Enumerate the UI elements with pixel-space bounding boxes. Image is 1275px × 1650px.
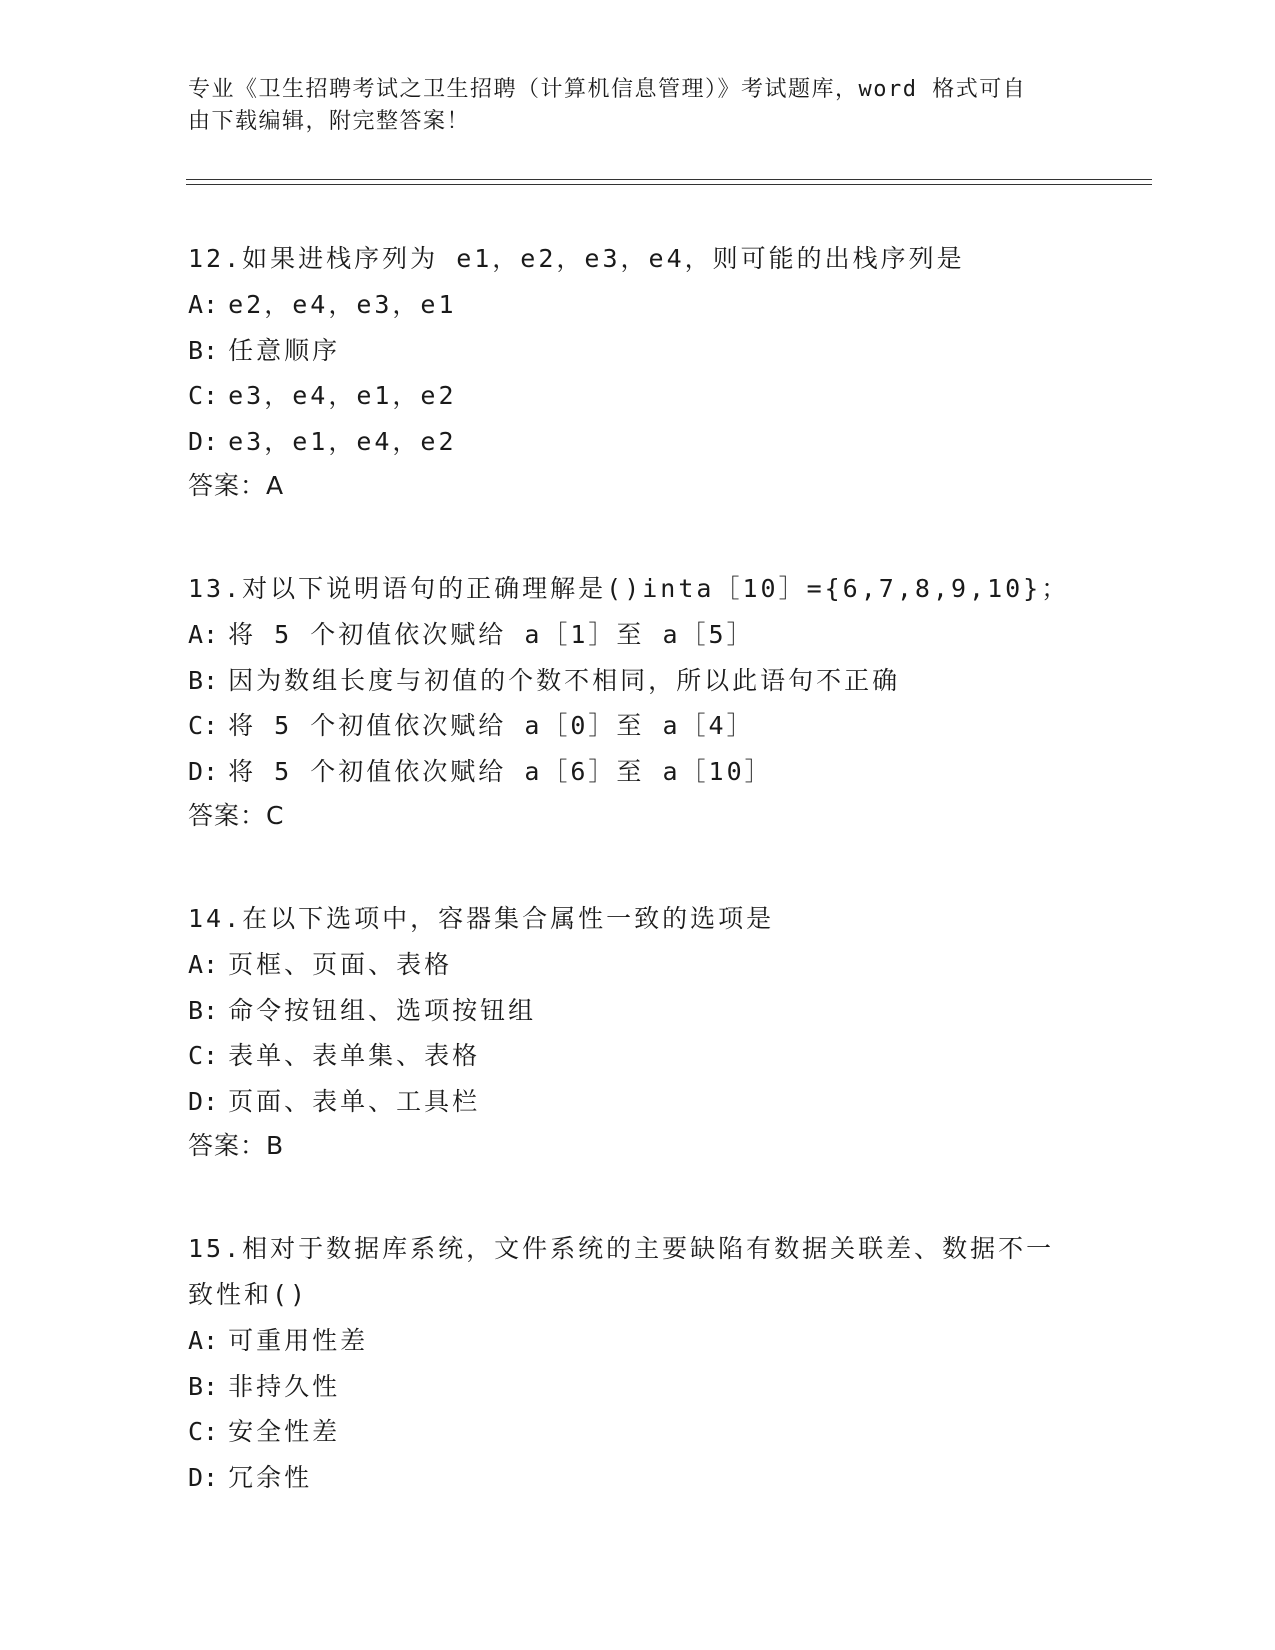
question-14 (188, 896, 1088, 1168)
option-text: e2，e4，e3，e1 (228, 290, 457, 319)
option-d (188, 1079, 1088, 1125)
option-text: e3，e1，e4，e2 (228, 426, 457, 456)
option-a (188, 282, 1088, 328)
option-key: C: (188, 381, 219, 410)
option-key: C: (188, 1041, 219, 1070)
option-text: 冗余性 (228, 1462, 313, 1492)
option-key: D: (188, 1086, 219, 1116)
document-header (188, 74, 1068, 138)
option-d (188, 1455, 1088, 1501)
question-13 (188, 566, 1088, 838)
option-text: 页面、表单、工具栏 (228, 1086, 481, 1116)
option-key: A: (188, 290, 219, 319)
option-d (188, 419, 1088, 465)
option-text: 因为数组长度与初值的个数不相同，所以此语句不正确 (228, 665, 901, 695)
header-line-2: 由下载编辑，附完整答案！ (188, 109, 471, 134)
option-text: 将 5 个初值依次赋给 a［0］至 a［4］ (228, 711, 755, 740)
option-b (188, 1364, 1088, 1410)
question-12 (188, 236, 1088, 508)
option-key: A: (188, 620, 219, 649)
option-a (188, 612, 1088, 658)
option-key: D: (188, 426, 219, 456)
option-b (188, 328, 1088, 374)
question-stem: 12.如果进栈序列为 e1，e2，e3，e4，则可能的出栈序列是 (188, 244, 965, 273)
option-key: A: (188, 1326, 219, 1355)
question-stem: 14.在以下选项中，容器集合属性一致的选项是 (188, 904, 775, 933)
option-b (188, 988, 1088, 1034)
option-b (188, 658, 1088, 704)
header-line-1: 专业《卫生招聘考试之卫生招聘（计算机信息管理）》考试题库，word 格式可自 (188, 77, 1027, 102)
option-text: 将 5 个初值依次赋给 a［1］至 a［5］ (228, 620, 755, 649)
option-key: D: (188, 1462, 219, 1492)
header-divider-bottom (186, 184, 1152, 185)
option-key: B: (188, 665, 219, 695)
answer-line: 答案：B (188, 1131, 285, 1160)
option-text: 将 5 个初值依次赋给 a［6］至 a［10］ (228, 756, 773, 786)
option-key: B: (188, 1371, 219, 1401)
option-text: 可重用性差 (228, 1326, 369, 1355)
option-key: B: (188, 335, 219, 365)
option-key: C: (188, 711, 219, 740)
answer-line: 答案：C (188, 801, 285, 830)
option-text: 命令按钮组、选项按钮组 (228, 995, 537, 1025)
question-15 (188, 1226, 1088, 1500)
question-stem-continued: 致性和() (188, 1280, 309, 1309)
option-c (188, 1409, 1088, 1455)
option-a (188, 1318, 1088, 1364)
option-text: e3，e4，e1，e2 (228, 381, 457, 410)
option-key: C: (188, 1417, 219, 1446)
option-text: 页框、页面、表格 (228, 950, 453, 979)
header-divider-top (186, 179, 1152, 180)
option-c (188, 703, 1088, 749)
option-c (188, 1033, 1088, 1079)
option-key: D: (188, 756, 219, 786)
option-key: A: (188, 950, 219, 979)
question-list (188, 236, 1088, 1500)
answer-line: 答案：A (188, 471, 285, 500)
option-d (188, 749, 1088, 795)
option-text: 安全性差 (228, 1417, 341, 1446)
option-a (188, 942, 1088, 988)
question-stem: 15.相对于数据库系统，文件系统的主要缺陷有数据关联差、数据不一 (188, 1234, 1055, 1263)
option-text: 任意顺序 (228, 335, 341, 365)
question-stem: 13.对以下说明语句的正确理解是()inta［10］={6,7,8,9,10}； (188, 574, 1070, 603)
option-text: 非持久性 (228, 1371, 341, 1401)
option-key: B: (188, 995, 219, 1025)
option-text: 表单、表单集、表格 (228, 1041, 481, 1070)
option-c (188, 373, 1088, 419)
